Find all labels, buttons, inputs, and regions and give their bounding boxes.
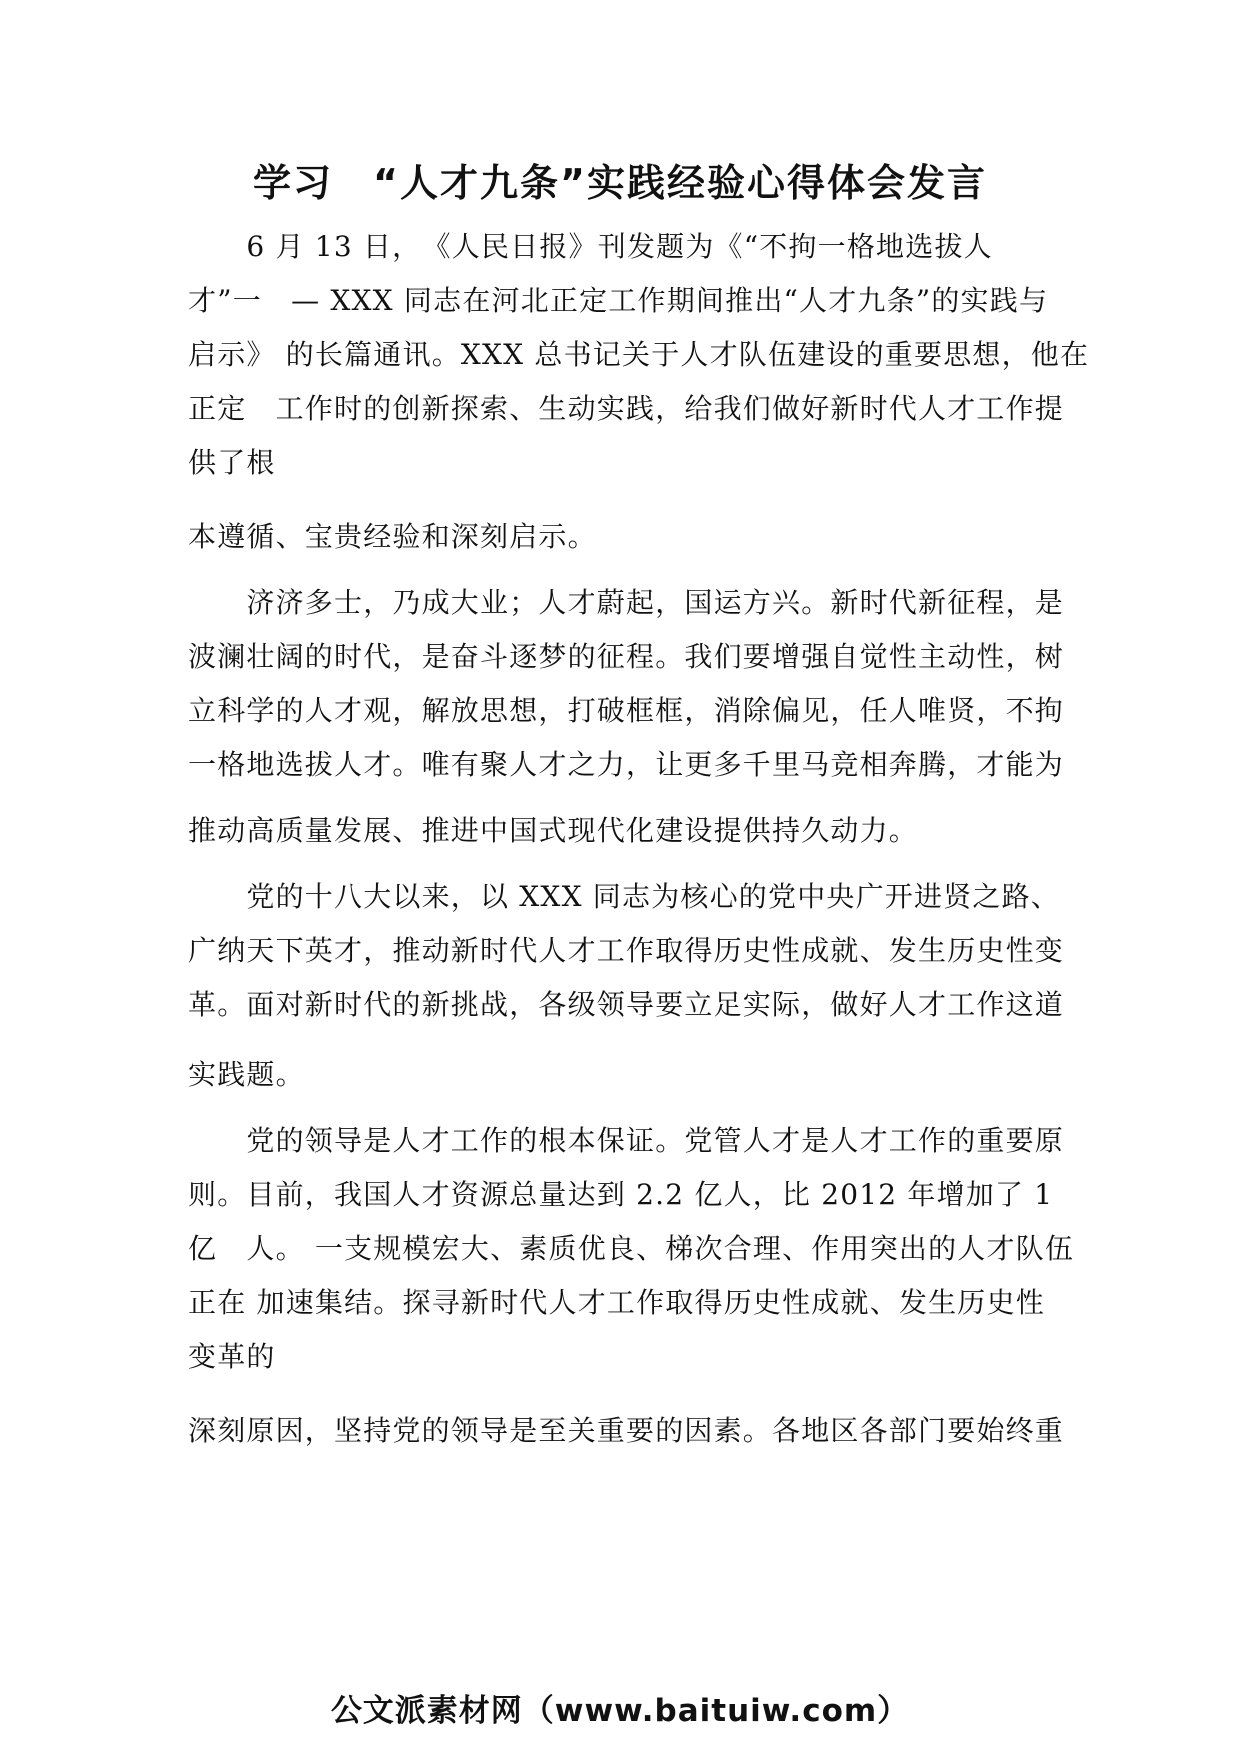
body-line: 推动高质量发展、推进中国式现代化建设提供持久动力。 bbox=[188, 814, 919, 847]
body-line: 革。面对新时代的新挑战，各级领导要立足实际，做好人才工作这道 bbox=[188, 988, 1065, 1021]
body-line: 则。目前，我国人才资源总量达到 2.2 亿人，比 2012 年增加了 1 bbox=[188, 1178, 1054, 1211]
body-line: 济济多士，乃成大业；人才蔚起，国运方兴。新时代新征程，是 bbox=[188, 586, 1065, 619]
body-line: 亿 人。 一支规模宏大、素质优良、梯次合理、作用突出的人才队伍 bbox=[188, 1232, 1075, 1265]
body-line: 6 月 13 日， 《人民日报》刊发题为《“不拘一格地选拔人 bbox=[188, 230, 993, 263]
body-line: 党的十八大以来，以 XXX 同志为核心的党中央广开进贤之路、 bbox=[188, 880, 1061, 913]
body-line: 正定 工作时的创新探索、生动实践，给我们做好新时代人才工作提 bbox=[188, 392, 1065, 425]
body-line: 变革的 bbox=[188, 1340, 276, 1373]
body-line: 党的领导是人才工作的根本保证。党管人才是人才工作的重要原 bbox=[188, 1124, 1065, 1157]
page-title: 学习 “人才九条”实践经验心得体会发言 bbox=[253, 161, 987, 205]
body-line: 正在 加速集结。探寻新时代人才工作取得历史性成就、发生历史性 bbox=[188, 1286, 1045, 1319]
body-line: 本遵循、宝贵经验和深刻启示。 bbox=[188, 520, 597, 553]
body-line: 深刻原因，坚持党的领导是至关重要的因素。各地区各部门要始终重 bbox=[188, 1414, 1065, 1447]
body-line: 立科学的人才观，解放思想，打破框框，消除偏见，任人唯贤，不拘 bbox=[188, 694, 1065, 727]
body-line: 实践题。 bbox=[188, 1058, 305, 1091]
body-line: 供了根 bbox=[188, 446, 276, 479]
site-footer: 公文派素材网（www.baituiw.com） bbox=[330, 1693, 910, 1729]
body-line: 启示》 的长篇通讯。XXX 总书记关于人才队伍建设的重要思想，他在 bbox=[188, 338, 1090, 371]
body-line: 一格地选拔人才。唯有聚人才之力，让更多千里马竞相奔腾，才能为 bbox=[188, 748, 1065, 781]
body-line: 广纳天下英才，推动新时代人才工作取得历史性成就、发生历史性变 bbox=[188, 934, 1065, 967]
body-line: 波澜壮阔的时代，是奋斗逐梦的征程。我们要增强自觉性主动性，树 bbox=[188, 640, 1065, 673]
body-line: 才”一 — XXX 同志在河北正定工作期间推出“人才九条”的实践与 bbox=[188, 284, 1049, 317]
